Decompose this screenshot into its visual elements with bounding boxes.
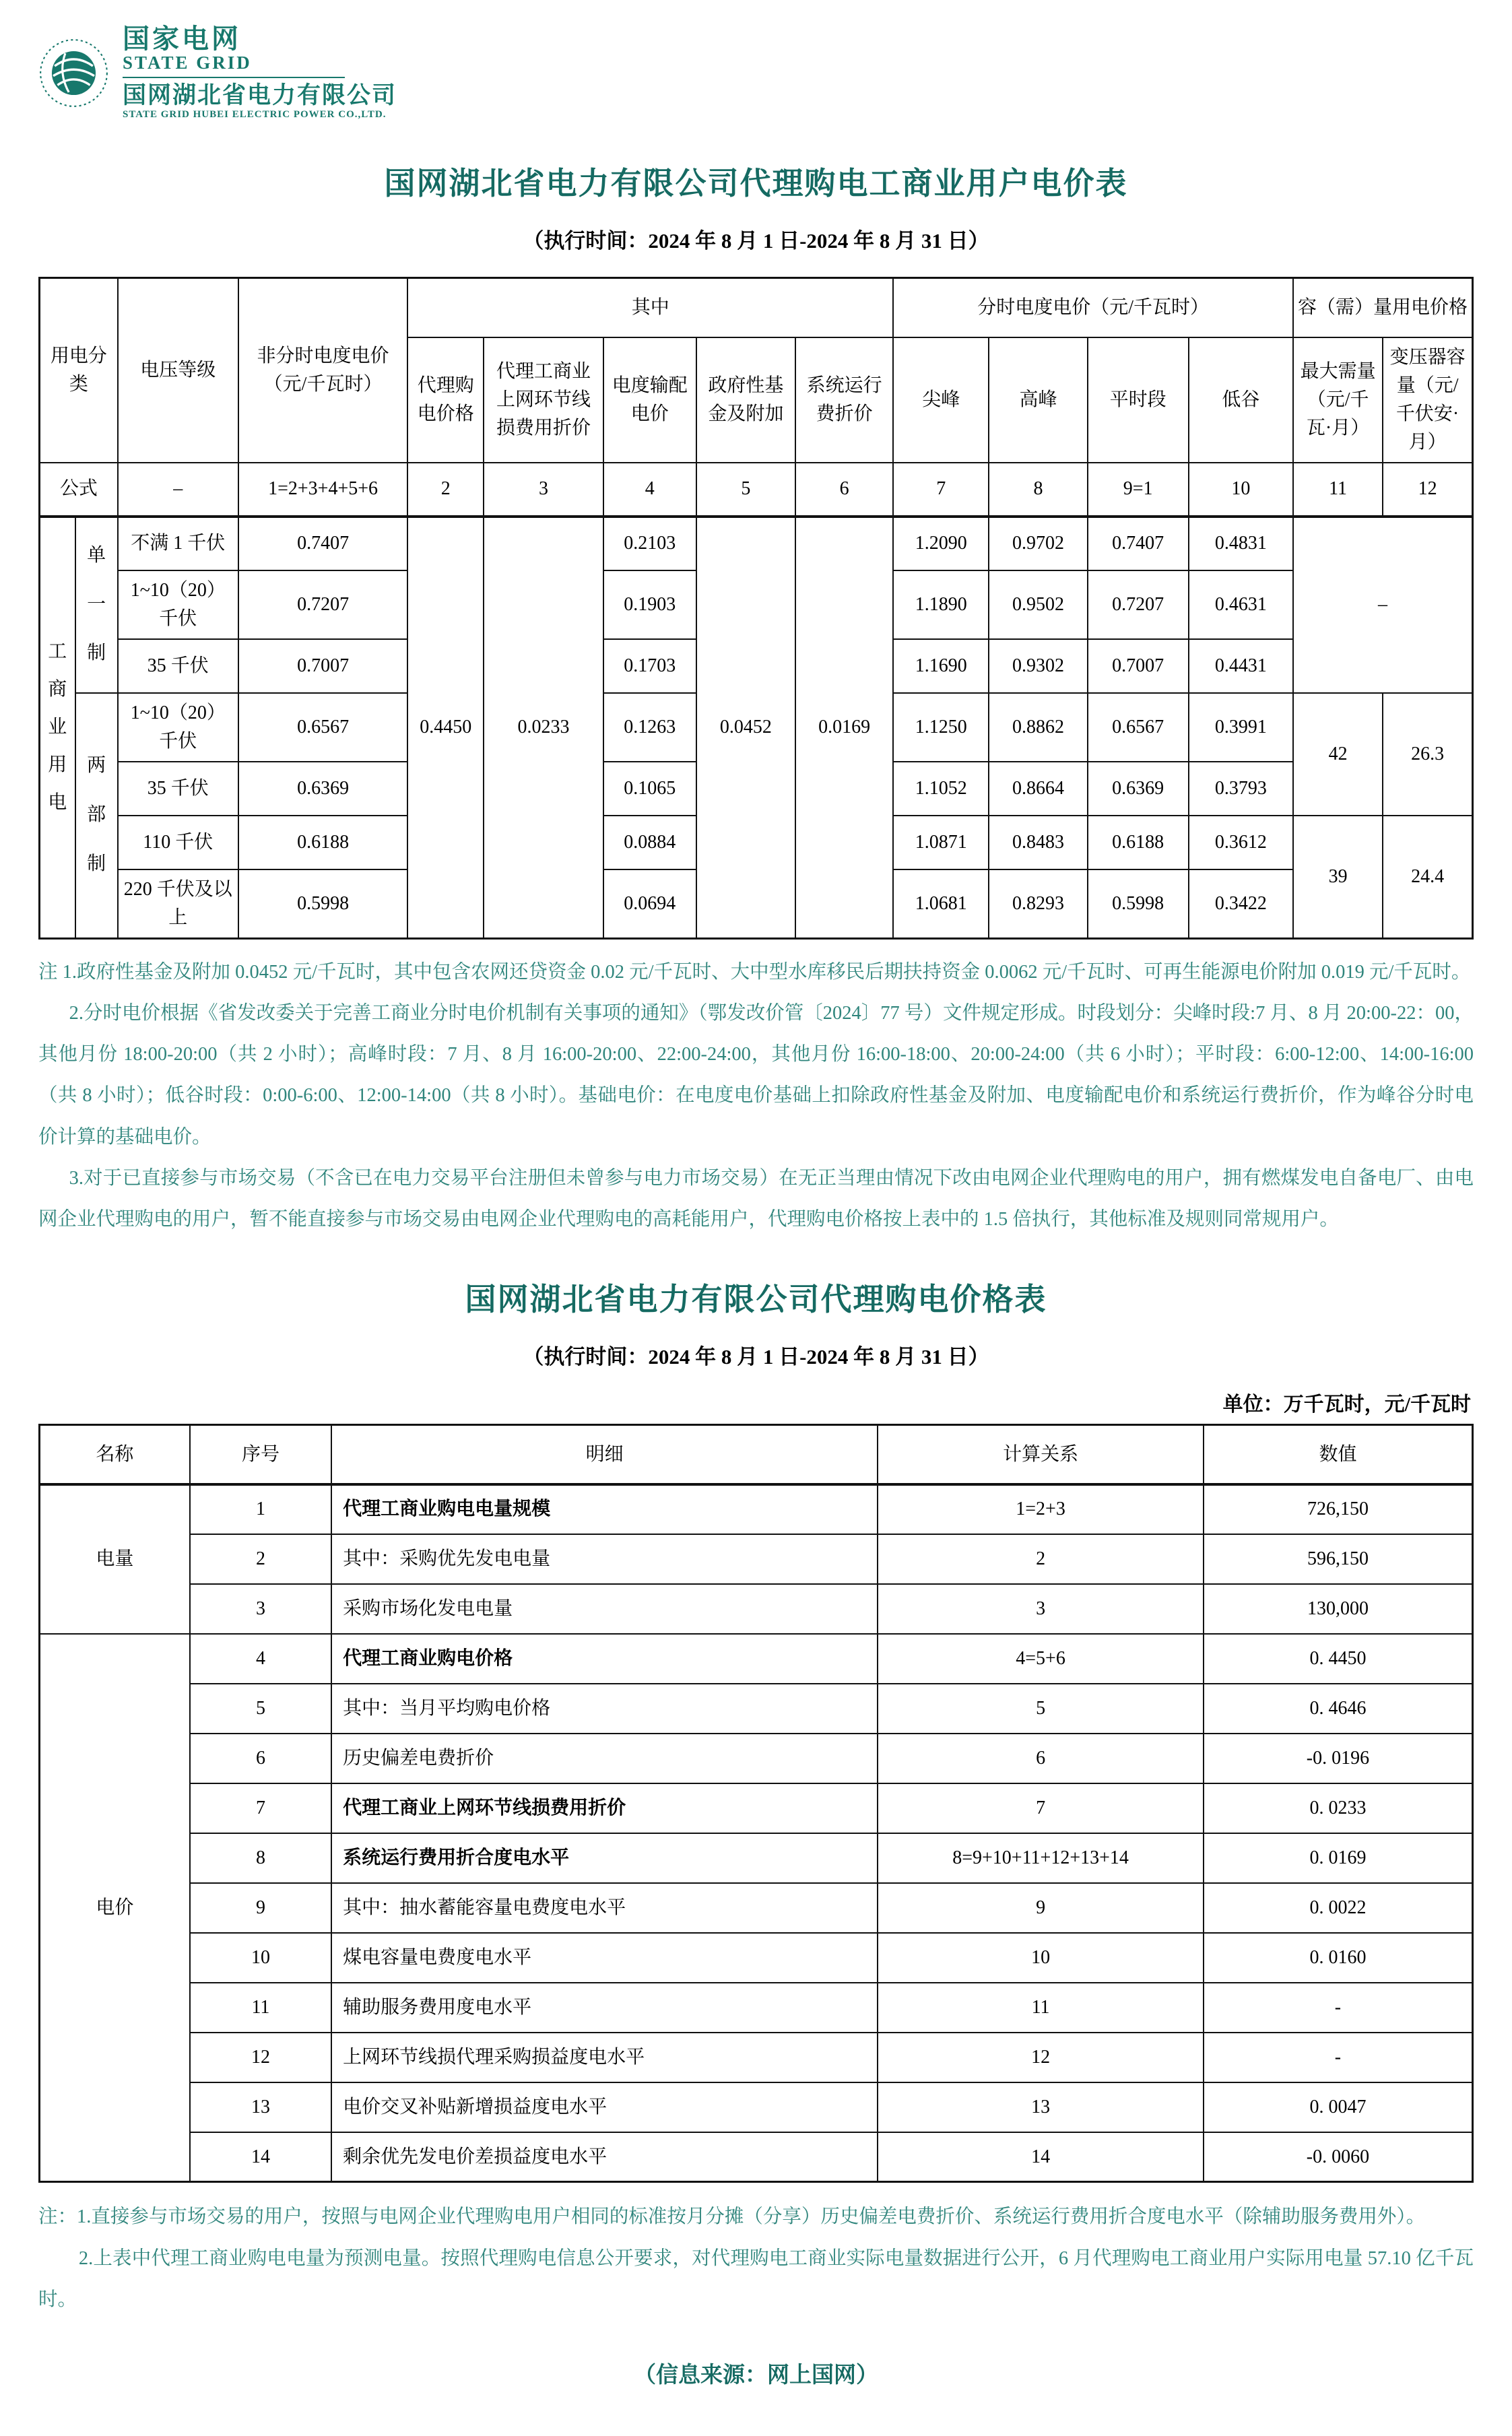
th-detail: 明细 (331, 1425, 878, 1484)
cell: 1.1250 (893, 693, 989, 762)
cell: 9=1 (1088, 463, 1189, 517)
cell: 0.4631 (1189, 570, 1293, 639)
cell: 0.7407 (238, 517, 407, 570)
cell: 0.3793 (1189, 762, 1293, 816)
th-name: 名称 (40, 1425, 190, 1484)
table-row (40, 1684, 1473, 1734)
cell: 9 (878, 1883, 1204, 1933)
th-gov-fund: 政府性基金及附加 (696, 337, 795, 463)
voltage-cell: 1~10（20）千伏 (118, 693, 238, 762)
gov-fund-merged: 0.0452 (696, 517, 795, 939)
category-label: 工商业用电 (40, 517, 75, 939)
cell: 0.8483 (989, 816, 1087, 869)
cell: 0.6188 (238, 816, 407, 869)
cell: 11 (878, 1983, 1204, 2033)
table-row (40, 1983, 1473, 2033)
cell: - (1204, 2033, 1473, 2082)
table-row (40, 1734, 1473, 1783)
cell: 0.7007 (238, 639, 407, 693)
cell: 0.3991 (1189, 693, 1293, 762)
table-row (40, 2033, 1473, 2082)
voltage-cell: 220 千伏及以上 (118, 869, 238, 939)
cell: 0.0694 (603, 869, 696, 939)
formula-row (40, 463, 1473, 517)
cell: 0.6369 (238, 762, 407, 816)
state-grid-logo (38, 19, 1474, 127)
cell: 9 (190, 1883, 331, 1933)
cell: -0. 0060 (1204, 2132, 1473, 2182)
cell: 0. 4646 (1204, 1684, 1473, 1734)
table-row (40, 2082, 1473, 2132)
note-line: 2.分时电价根据《省发改委关于完善工商业分时电价机制有关事项的通知》（鄂发改价管〔2024〕77 号）文件规定形成。时段划分：尖峰时段:7 月、8 月 20:00-22：00，其他月份 18:00-20:00（共 2 小时）；高峰时段：7 月、8 月 16:00-20:00、22:00-24:00，其他月份 16:00-18:00、20:00-24:00（共 6 小时）；平时段：6:00-12:00、14:00-16:00（共 8 小时）；低谷时段：0:00-6:00、12:00-14:00（共 8 小时）。基础电价：在电度电价基础上扣除政府性基金及附加、电度输配电价和系统运行费折价，作为峰谷分时电价计算的基础电价。 (38, 1002, 1474, 1148)
detail-cell: 代理工商业购电价格 (331, 1634, 878, 1684)
cell: 0.3422 (1189, 869, 1293, 939)
unit-note: 单位：万千瓦时，元/千瓦时 (1222, 1393, 1471, 1416)
state-grid-globe-icon (38, 38, 109, 108)
cell: 0. 0169 (1204, 1833, 1473, 1883)
cell: 1.2090 (893, 517, 989, 570)
cell: 5 (190, 1684, 331, 1734)
table-row (40, 1833, 1473, 1883)
table-row (40, 1933, 1473, 1983)
th-voltage-level: 电压等级 (118, 278, 238, 463)
cell: 4 (603, 463, 696, 517)
th-sharp-peak: 尖峰 (893, 337, 989, 463)
cell: 10 (878, 1933, 1204, 1983)
tariff-table-title: 国网湖北省电力有限公司代理购电工商业用户电价表 (384, 166, 1128, 201)
cell: 6 (795, 463, 893, 517)
cell: 0. 4450 (1204, 1634, 1473, 1684)
table-row (40, 1883, 1473, 1933)
cell: 0.9502 (989, 570, 1087, 639)
th-transformer-capacity: 变压器容量（元/千伏安·月） (1383, 337, 1472, 463)
max-demand-merged-2: 39 (1293, 816, 1383, 939)
price-table-subtitle: （执行时间：2024 年 8 月 1 日-2024 年 8 月 31 日） (523, 1345, 989, 1369)
detail-cell: 代理工商业购电电量规模 (331, 1484, 878, 1534)
cell: 0.6188 (1088, 816, 1189, 869)
detail-cell: 历史偏差电费折价 (331, 1734, 878, 1783)
cell: 0.1065 (603, 762, 696, 816)
source-note: （信息来源：网上国网） (634, 2363, 878, 2388)
cell: 0.7407 (1088, 517, 1189, 570)
table-row (40, 1484, 1473, 1534)
cell: 596,150 (1204, 1534, 1473, 1584)
cell: 1.1052 (893, 762, 989, 816)
cell: 0.8293 (989, 869, 1087, 939)
logo-company-en: STATE GRID HUBEI ELECTRIC POWER CO.,LTD. (123, 109, 387, 121)
cell: 0.1263 (603, 693, 696, 762)
th-category: 用电分类 (40, 278, 118, 463)
logo-brand-cn: 国家电网 (123, 23, 241, 54)
cell: 1.0871 (893, 816, 989, 869)
th-transmission: 电度输配电价 (603, 337, 696, 463)
detail-cell: 电价交叉补贴新增损益度电水平 (331, 2082, 878, 2132)
th-group-included: 其中 (407, 278, 893, 337)
cell: 1 (190, 1484, 331, 1534)
cell: 13 (190, 2082, 331, 2132)
th-line-loss: 代理工商业上网环节线损费用折价 (484, 337, 603, 463)
detail-cell: 辅助服务费用度电水平 (331, 1983, 878, 2033)
line-loss-merged: 0.0233 (484, 517, 603, 939)
cell: 0.6567 (1088, 693, 1189, 762)
cell: 0. 0022 (1204, 1883, 1473, 1933)
voltage-cell: 35 千伏 (118, 762, 238, 816)
cell: 0. 0233 (1204, 1783, 1473, 1833)
cell: 8 (190, 1833, 331, 1883)
th-flat-period: 平时段 (1088, 337, 1189, 463)
cell: 7 (893, 463, 989, 517)
header-row-groups (40, 278, 1473, 337)
system-two-part-label: 两部制 (75, 693, 118, 939)
cell: 0.5998 (1088, 869, 1189, 939)
price-table-notes (38, 2196, 1474, 2320)
th-value: 数值 (1204, 1425, 1473, 1484)
cell: 10 (1189, 463, 1293, 517)
detail-cell: 其中：抽水蓄能容量电费度电水平 (331, 1883, 878, 1933)
cell: 0.1703 (603, 639, 696, 693)
cell: 1=2+3+4+5+6 (238, 463, 407, 517)
th-valley: 低谷 (1189, 337, 1293, 463)
capacity-dash-merged: – (1293, 517, 1473, 693)
th-number: 序号 (190, 1425, 331, 1484)
detail-cell: 其中：当月平均购电价格 (331, 1684, 878, 1734)
price-table-title: 国网湖北省电力有限公司代理购电价格表 (465, 1282, 1047, 1317)
th-group-tou: 分时电度电价（元/千瓦时） (893, 278, 1293, 337)
cell: 4 (190, 1634, 331, 1684)
commercial-tariff-table (38, 277, 1474, 940)
cell: – (118, 463, 238, 517)
section-label-energy: 电量 (40, 1484, 190, 1634)
voltage-cell: 不满 1 千伏 (118, 517, 238, 570)
table-row (40, 2132, 1473, 2182)
cell: 1.0681 (893, 869, 989, 939)
detail-cell: 上网环节线损代理采购损益度电水平 (331, 2033, 878, 2082)
formula-label: 公式 (40, 463, 118, 517)
cell: 5 (696, 463, 795, 517)
th-peak: 高峰 (989, 337, 1087, 463)
cell: -0. 0196 (1204, 1734, 1473, 1783)
logo-text (123, 25, 397, 121)
table-row (40, 1534, 1473, 1584)
cell: 7 (190, 1783, 331, 1833)
cell: 4=5+6 (878, 1634, 1204, 1684)
system-single-label: 单一制 (75, 517, 118, 693)
transformer-merged-2: 24.4 (1383, 816, 1472, 939)
voltage-cell: 110 千伏 (118, 816, 238, 869)
cell: 0.9302 (989, 639, 1087, 693)
cell: 0.5998 (238, 869, 407, 939)
cell: 0.1903 (603, 570, 696, 639)
cell: 12 (878, 2033, 1204, 2082)
logo-brand-en: STATE GRID (123, 52, 252, 73)
tariff-table-subtitle: （执行时间：2024 年 8 月 1 日-2024 年 8 月 31 日） (523, 229, 989, 253)
cell: 1.1690 (893, 639, 989, 693)
transformer-merged-1: 26.3 (1383, 693, 1472, 816)
th-sys-fee: 系统运行费折价 (795, 337, 893, 463)
table-row (40, 1783, 1473, 1833)
table-row (40, 1634, 1473, 1684)
detail-cell: 代理工商业上网环节线损费用折价 (331, 1783, 878, 1833)
cell: 11 (1293, 463, 1383, 517)
note-line: 注：1.直接参与市场交易的用户，按照与电网企业代理购电用户相同的标准按月分摊（分享）历史偏差电费折价、系统运行费用折合度电水平（除辅助服务费用外）。 (38, 2206, 1426, 2228)
cell: 0.4431 (1189, 639, 1293, 693)
cell: 13 (878, 2082, 1204, 2132)
table-row (40, 517, 1473, 570)
cell: 0.8862 (989, 693, 1087, 762)
cell: 130,000 (1204, 1584, 1473, 1634)
section-label-price: 电价 (40, 1634, 190, 2182)
th-agency-price: 代理购电价格 (407, 337, 484, 463)
cell: 3 (484, 463, 603, 517)
cell: 2 (878, 1534, 1204, 1584)
cell: 3 (190, 1584, 331, 1634)
cell: 0.7207 (1088, 570, 1189, 639)
cell: 0. 0160 (1204, 1933, 1473, 1983)
cell: 0.6369 (1088, 762, 1189, 816)
cell: 1=2+3 (878, 1484, 1204, 1534)
cell: 7 (878, 1783, 1204, 1833)
cell: 0. 0047 (1204, 2082, 1473, 2132)
cell: 14 (878, 2132, 1204, 2182)
table-row (40, 1584, 1473, 1634)
cell: 1.1890 (893, 570, 989, 639)
detail-cell: 剩余优先发电价差损益度电水平 (331, 2132, 878, 2182)
cell: 10 (190, 1933, 331, 1983)
note-line: 3.对于已直接参与市场交易（不含已在电力交易平台注册但未曾参与电力市场交易）在无正当理由情况下改由电网企业代理购电的用户，拥有燃煤发电自备电厂、由电网企业代理购电的用户，暂不能直接参与市场交易由电网企业代理购电的高耗能用户，代理购电价格按上表中的 1.5 倍执行，其他标准及规则同常规用户。 (38, 1167, 1474, 1230)
voltage-cell: 35 千伏 (118, 639, 238, 693)
th-max-demand: 最大需量（元/千瓦·月） (1293, 337, 1383, 463)
cell: 0.7207 (238, 570, 407, 639)
tariff-table-notes (38, 952, 1474, 1241)
cell: 6 (878, 1734, 1204, 1783)
cell: 6 (190, 1734, 331, 1783)
cell: 8 (989, 463, 1087, 517)
cell: 0.8664 (989, 762, 1087, 816)
cell: 12 (190, 2033, 331, 2082)
cell: 0.2103 (603, 517, 696, 570)
th-calc-relation: 计算关系 (878, 1425, 1204, 1484)
cell: 8=9+10+11+12+13+14 (878, 1833, 1204, 1883)
cell: 2 (190, 1534, 331, 1584)
cell: 0.9702 (989, 517, 1087, 570)
sys-fee-merged: 0.0169 (795, 517, 893, 939)
note-line: 注 1.政府性基金及附加 0.0452 元/千瓦时，其中包含农网还贷资金 0.02 元/千瓦时、大中型水库移民后期扶持资金 0.0062 元/千瓦时、可再生能源电价附加 0.019 元/千瓦时。 (38, 961, 1471, 983)
cell: - (1204, 1983, 1473, 2033)
cell: 0.6567 (238, 693, 407, 762)
cell: 2 (407, 463, 484, 517)
max-demand-merged-1: 42 (1293, 693, 1383, 816)
detail-cell: 其中：采购优先发电电量 (331, 1534, 878, 1584)
cell: 11 (190, 1983, 331, 2033)
agency-purchase-price-table (38, 1424, 1474, 2183)
cell: 0.0884 (603, 816, 696, 869)
cell: 5 (878, 1684, 1204, 1734)
detail-cell: 系统运行费用折合度电水平 (331, 1833, 878, 1883)
cell: 0.4831 (1189, 517, 1293, 570)
cell: 726,150 (1204, 1484, 1473, 1534)
cell: 0.3612 (1189, 816, 1293, 869)
header-row (40, 1425, 1473, 1484)
th-group-capacity: 容（需）量用电价格 (1293, 278, 1473, 337)
voltage-cell: 1~10（20）千伏 (118, 570, 238, 639)
detail-cell: 煤电容量电费度电水平 (331, 1933, 878, 1983)
cell: 12 (1383, 463, 1472, 517)
cell: 14 (190, 2132, 331, 2182)
agency-price-merged: 0.4450 (407, 517, 484, 939)
logo-company-cn: 国网湖北省电力有限公司 (123, 82, 397, 109)
logo-divider (123, 77, 345, 78)
th-flat-price: 非分时电度电价（元/千瓦时） (238, 278, 407, 463)
cell: 3 (878, 1584, 1204, 1634)
cell: 0.7007 (1088, 639, 1189, 693)
note-line: 2.上表中代理工商业购电电量为预测电量。按照代理购电信息公开要求，对代理购电工商业实际电量数据进行公开，6 月代理购电工商业用户实际用电量 57.10 亿千瓦时。 (38, 2247, 1474, 2310)
detail-cell: 采购市场化发电电量 (331, 1584, 878, 1634)
